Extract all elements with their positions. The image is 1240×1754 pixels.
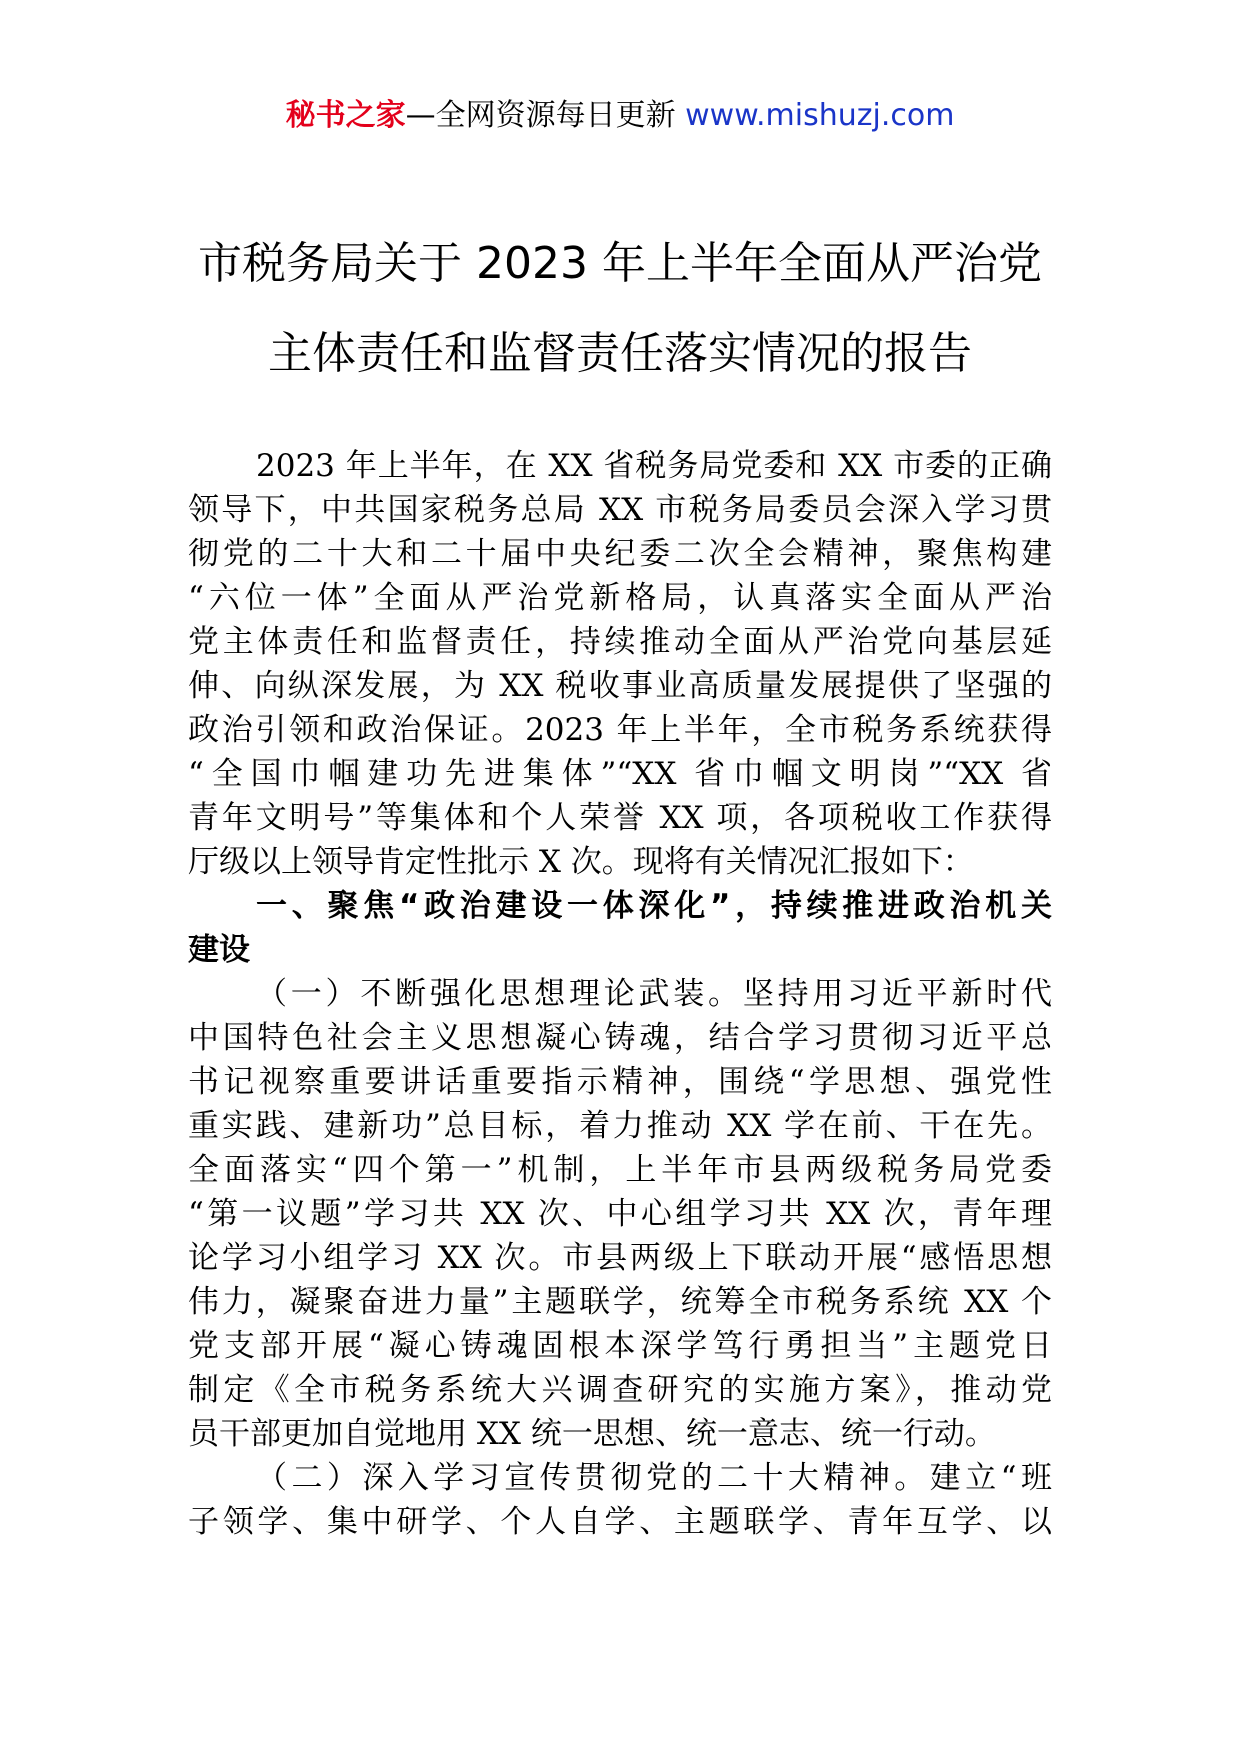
body-line: 彻党的二十大和二十届中央纪委二次全会精神，聚焦构建 <box>188 536 1052 572</box>
body-line: 2023 年上半年，在 XX 省税务局党委和 XX 市委的正确 <box>256 448 1052 484</box>
body-line: 领导下，中共国家税务总局 XX 市税务局委员会深入学习贯 <box>188 492 1052 528</box>
body-line: “全国巾帼建功先进集体”“XX 省巾帼文明岗”“XX 省 <box>188 756 1052 792</box>
body-line: 员干部更加自觉地用 XX 统一思想、统一意志、统一行动。 <box>188 1416 996 1452</box>
body-line: 伸、向纵深发展，为 XX 税收事业高质量发展提供了坚强的 <box>188 668 1052 704</box>
banner-url-link[interactable]: www.mishuzj.com <box>685 98 955 133</box>
body-line: 论学习小组学习 XX 次。市县两级上下联动开展“感悟思想 <box>188 1240 1052 1276</box>
body-line: （一）不断强化思想理论武装。坚持用习近平新时代 <box>256 976 1052 1012</box>
section-heading-line: 一、聚焦“政治建设一体深化”，持续推进政治机关 <box>256 888 1052 924</box>
body-line: “第一议题”学习共 XX 次、中心组学习共 XX 次，青年理 <box>188 1196 1052 1232</box>
body-line: 书记视察重要讲话重要指示精神，围绕“学思想、强党性 <box>188 1064 1052 1100</box>
banner-brand: 秘书之家 <box>285 98 406 133</box>
site-banner <box>0 96 1240 136</box>
body-line: 制定《全市税务系统大兴调查研究的实施方案》，推动党 <box>188 1372 1052 1408</box>
body-line: 中国特色社会主义思想凝心铸魂，结合学习贯彻习近平总 <box>188 1020 1052 1056</box>
body-line: 重实践、建新功”总目标，着力推动 XX 学在前、干在先。 <box>188 1108 1052 1144</box>
body-line: 子领学、集中研学、个人自学、主题联学、青年互学、以 <box>188 1504 1052 1540</box>
body-line: 党主体责任和监督责任，持续推动全面从严治党向基层延 <box>188 624 1052 660</box>
body-line: “六位一体”全面从严治党新格局，认真落实全面从严治 <box>188 580 1052 616</box>
body-line: 伟力，凝聚奋进力量”主题联学，统筹全市税务系统 XX 个 <box>188 1284 1052 1320</box>
body-line: 全面落实“四个第一”机制，上半年市县两级税务局党委 <box>188 1152 1052 1188</box>
document-title-line-1: 市税务局关于 2023 年上半年全面从严治党 <box>198 238 1042 289</box>
document-title-line-2: 主体责任和监督责任落实情况的报告 <box>268 328 972 379</box>
body-line: 党支部开展“凝心铸魂固根本深学笃行勇担当”主题党日 <box>188 1328 1052 1364</box>
banner-slogan: —全网资源每日更新 <box>405 98 676 133</box>
body-line: 政治引领和政治保证。2023 年上半年，全市税务系统获得 <box>188 712 1052 748</box>
body-line: 厅级以上领导肯定性批示 X 次。现将有关情况汇报如下： <box>188 844 974 880</box>
body-line: （二）深入学习宣传贯彻党的二十大精神。建立“班 <box>256 1460 1052 1496</box>
section-heading-line: 建设 <box>188 932 250 968</box>
body-line: 青年文明号”等集体和个人荣誉 XX 项，各项税收工作获得 <box>188 800 1052 836</box>
